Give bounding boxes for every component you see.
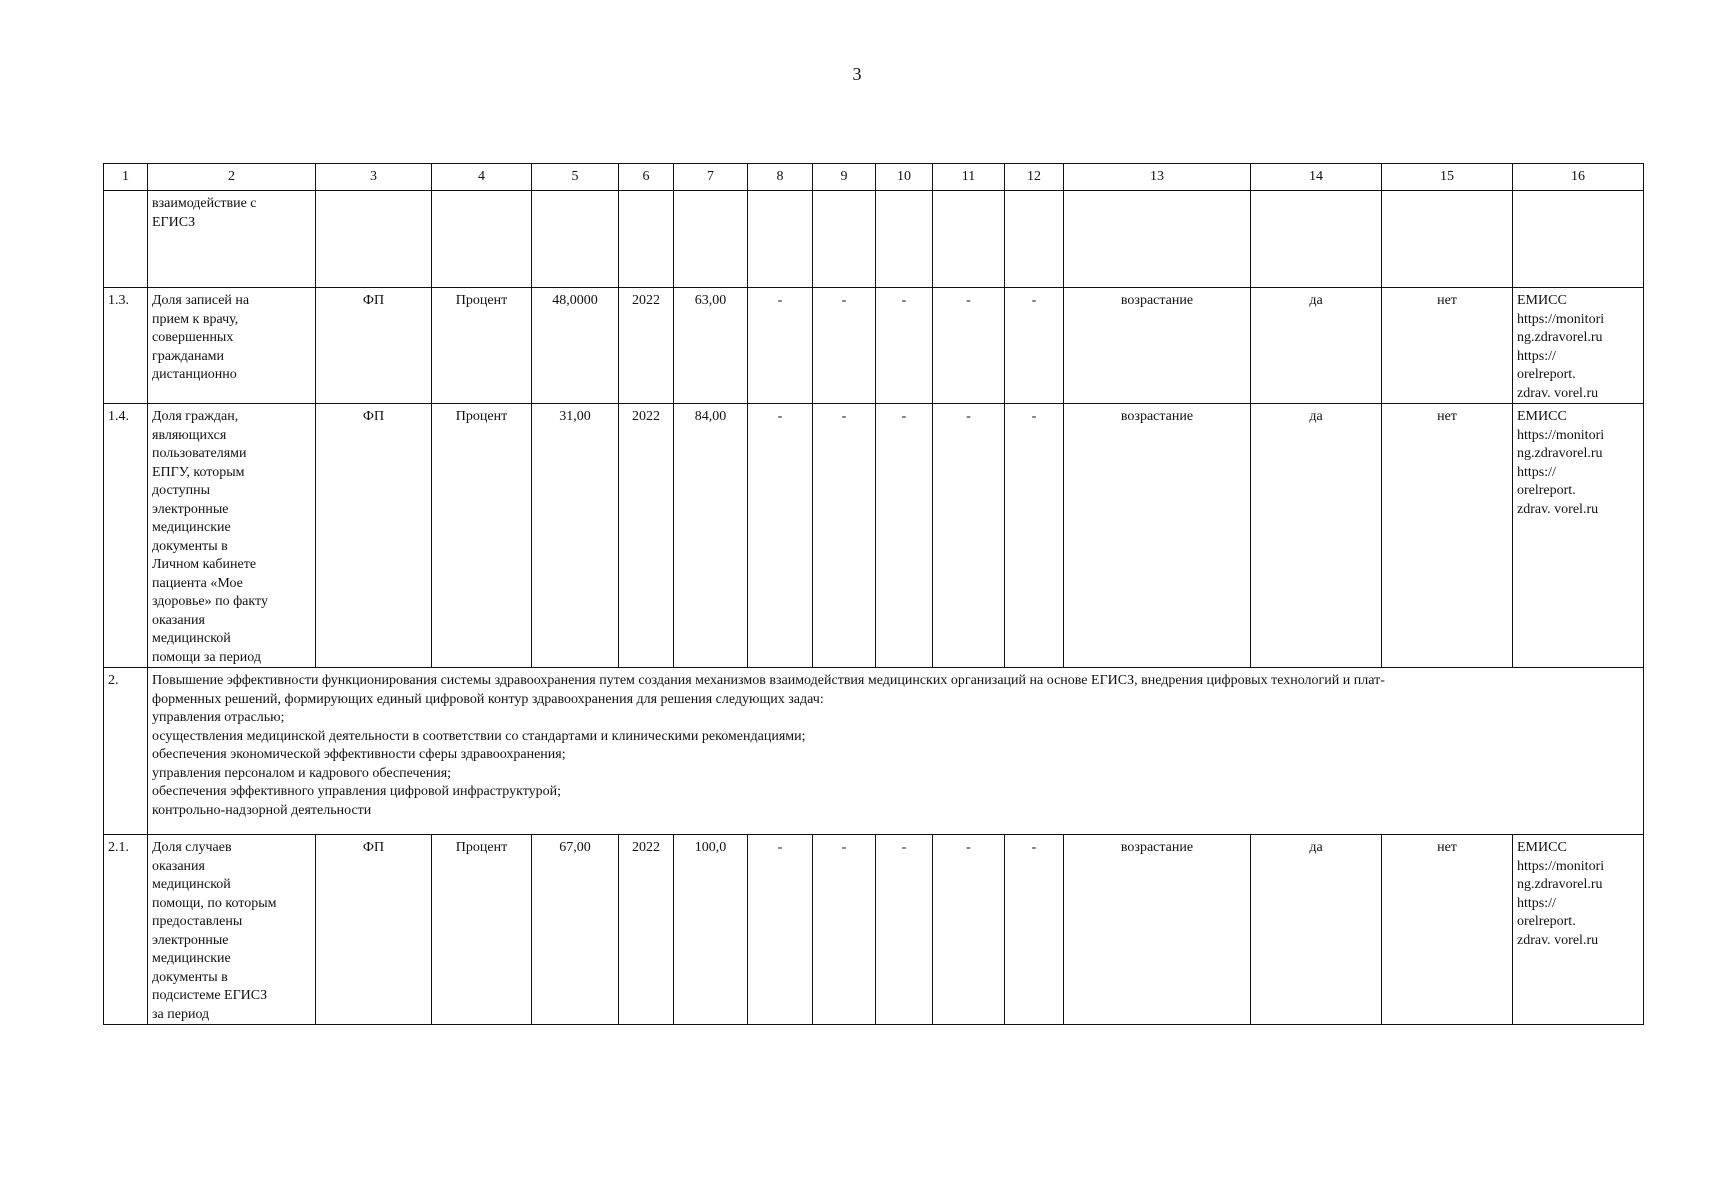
- name-line: являющихся: [152, 427, 227, 443]
- name-line: Доля записей на: [152, 293, 250, 308]
- cell-9: -: [813, 835, 876, 1025]
- cell-empty: [1382, 191, 1513, 288]
- header-cell: 12: [1005, 164, 1064, 191]
- section-line: контрольно-надзорной деятельности: [152, 802, 372, 818]
- cell-base-value: 48,0000: [532, 288, 619, 404]
- cell-name: [148, 288, 316, 404]
- source-line: ng.zdravorel.ru: [1517, 446, 1603, 461]
- name-line: медицинской: [152, 631, 231, 646]
- cell-trend: возрастание: [1064, 835, 1251, 1025]
- header-cell: 6: [619, 164, 674, 191]
- cell-8: -: [748, 404, 813, 668]
- cell-base-value: 67,00: [532, 835, 619, 1025]
- name-line: за период: [152, 1006, 210, 1022]
- name-line: медицинской: [152, 877, 231, 892]
- name-line: гражданами: [152, 348, 225, 364]
- source-line: zdrav. vorel.ru: [1517, 501, 1599, 517]
- source-line: zdrav. vorel.ru: [1517, 932, 1599, 948]
- source-line: https://: [1517, 348, 1556, 364]
- cell-15: нет: [1382, 835, 1513, 1025]
- name-line: доступны: [152, 483, 211, 498]
- header-cell: 11: [933, 164, 1005, 191]
- cell-9: -: [813, 404, 876, 668]
- section-line: осуществления медицинской деятельности в соответствии со стандартами и клиническими рекомендациями;: [152, 728, 806, 744]
- cell-12: -: [1005, 835, 1064, 1025]
- cell-name: [148, 191, 316, 288]
- cell-source: [1513, 404, 1644, 668]
- table-row: [104, 288, 1644, 404]
- source-line: https://monitori: [1517, 311, 1605, 327]
- cell-empty: [674, 191, 748, 288]
- cell-section-text: [148, 668, 1644, 835]
- indicators-table: [103, 163, 1644, 1025]
- cell-empty: [748, 191, 813, 288]
- header-cell: 14: [1251, 164, 1382, 191]
- source-line: orelreport.: [1517, 367, 1576, 382]
- source-line: https://monitori: [1517, 858, 1605, 874]
- cell-section-num: 2.: [104, 668, 148, 835]
- section-line: обеспечения эффективного управления цифровой инфраструктурой;: [152, 784, 562, 799]
- cell-12: -: [1005, 288, 1064, 404]
- header-cell: 9: [813, 164, 876, 191]
- cell-11: -: [933, 835, 1005, 1025]
- cell-target: 63,00: [674, 288, 748, 404]
- header-cell: 4: [432, 164, 532, 191]
- table-row: [104, 835, 1644, 1025]
- cell-11: -: [933, 288, 1005, 404]
- header-cell: 15: [1382, 164, 1513, 191]
- cell-empty: [1005, 191, 1064, 288]
- cell-14: да: [1251, 835, 1382, 1025]
- source-line: ng.zdravorel.ru: [1517, 877, 1603, 892]
- cell-num: 1.3.: [104, 288, 148, 404]
- name-line: Личном кабинете: [152, 557, 257, 572]
- cell-num: 2.1.: [104, 835, 148, 1025]
- source-line: https://: [1517, 895, 1556, 911]
- cell-name: [148, 404, 316, 668]
- cell-target: 100,0: [674, 835, 748, 1025]
- name-line: взаимодействие с: [152, 196, 257, 211]
- cell-base-value: 31,00: [532, 404, 619, 668]
- section-line: обеспечения экономической эффективности сферы здравоохранения;: [152, 747, 566, 762]
- header-cell: 3: [316, 164, 432, 191]
- cell-level: ФП: [316, 288, 432, 404]
- name-line: Доля граждан,: [152, 409, 239, 424]
- cell-14: да: [1251, 288, 1382, 404]
- section-line: управления отраслью;: [152, 710, 285, 725]
- source-line: ЕМИСС: [1517, 293, 1567, 308]
- source-line: orelreport.: [1517, 914, 1576, 929]
- cell-empty: [619, 191, 674, 288]
- cell-unit: Процент: [432, 288, 532, 404]
- cell-trend: возрастание: [1064, 404, 1251, 668]
- name-line: электронные: [152, 932, 229, 948]
- source-line: ЕМИСС: [1517, 840, 1567, 855]
- name-line: оказания: [152, 858, 205, 874]
- source-line: zdrav. vorel.ru: [1517, 385, 1599, 401]
- cell-unit: Процент: [432, 404, 532, 668]
- cell-empty: [876, 191, 933, 288]
- cell-level: ФП: [316, 835, 432, 1025]
- header-cell: 2: [148, 164, 316, 191]
- name-line: дистанционно: [152, 367, 237, 382]
- cell-num: 1.4.: [104, 404, 148, 668]
- cell-empty: [432, 191, 532, 288]
- name-line: оказания: [152, 612, 205, 628]
- source-line: ng.zdravorel.ru: [1517, 330, 1603, 345]
- name-line: помощи, по которым: [152, 895, 277, 911]
- cell-target: 84,00: [674, 404, 748, 668]
- name-line: подсистеме ЕГИСЗ: [152, 988, 268, 1003]
- cell-source: [1513, 288, 1644, 404]
- section-line: форменных решений, формирующих единый цифровой контур здравоохранения для решения следующих задач:: [152, 691, 824, 707]
- header-row: [104, 164, 1644, 191]
- cell-8: -: [748, 288, 813, 404]
- cell-empty: [1251, 191, 1382, 288]
- cell-empty: [316, 191, 432, 288]
- header-cell: 5: [532, 164, 619, 191]
- section-line: управления персоналом и кадрового обеспечения;: [152, 765, 452, 781]
- header-cell: 13: [1064, 164, 1251, 191]
- cell-base-year: 2022: [619, 404, 674, 668]
- cell-level: ФП: [316, 404, 432, 668]
- cell-source: [1513, 835, 1644, 1025]
- cell-empty: [1064, 191, 1251, 288]
- cell-10: -: [876, 835, 933, 1025]
- cell-15: нет: [1382, 288, 1513, 404]
- name-line: прием к врачу,: [152, 311, 239, 327]
- cell-base-year: 2022: [619, 288, 674, 404]
- name-line: документы в: [152, 538, 228, 554]
- cell-11: -: [933, 404, 1005, 668]
- cell-base-year: 2022: [619, 835, 674, 1025]
- cell-num: [104, 191, 148, 288]
- name-line: электронные: [152, 501, 229, 517]
- source-line: orelreport.: [1517, 483, 1576, 498]
- cell-12: -: [1005, 404, 1064, 668]
- source-line: https://: [1517, 464, 1556, 480]
- table-row-continuation: [104, 191, 1644, 288]
- cell-8: -: [748, 835, 813, 1025]
- name-line: документы в: [152, 969, 228, 985]
- name-line: помощи за период: [152, 649, 262, 665]
- cell-trend: возрастание: [1064, 288, 1251, 404]
- header-cell: 7: [674, 164, 748, 191]
- name-line: здоровье» по факту: [152, 594, 268, 609]
- section-line: Повышение эффективности функционирования системы здравоохранения путем создания механизмов взаимодействия медицинских организаций на основе ЕГИСЗ, внедрения цифровых технологий и плат-: [152, 673, 1385, 688]
- header-cell: 1: [104, 164, 148, 191]
- name-line: ЕГИСЗ: [152, 214, 196, 230]
- name-line: медицинские: [152, 520, 231, 535]
- source-line: https://monitori: [1517, 427, 1605, 443]
- name-line: совершенных: [152, 330, 234, 345]
- name-line: ЕПГУ, которым: [152, 464, 245, 480]
- source-line: ЕМИСС: [1517, 409, 1567, 424]
- name-line: пользователями: [152, 446, 247, 461]
- cell-empty: [813, 191, 876, 288]
- cell-14: да: [1251, 404, 1382, 668]
- cell-empty: [1513, 191, 1644, 288]
- table-row: [104, 404, 1644, 668]
- cell-10: -: [876, 288, 933, 404]
- header-cell: 8: [748, 164, 813, 191]
- cell-10: -: [876, 404, 933, 668]
- cell-unit: Процент: [432, 835, 532, 1025]
- name-line: предоставлены: [152, 914, 243, 929]
- header-cell: 10: [876, 164, 933, 191]
- cell-empty: [933, 191, 1005, 288]
- table-row-section: [104, 668, 1644, 835]
- cell-9: -: [813, 288, 876, 404]
- cell-15: нет: [1382, 404, 1513, 668]
- name-line: Доля случаев: [152, 840, 232, 855]
- name-line: медицинские: [152, 951, 231, 966]
- page-number: 3: [852, 64, 862, 84]
- cell-empty: [532, 191, 619, 288]
- header-cell: 16: [1513, 164, 1644, 191]
- cell-name: [148, 835, 316, 1025]
- name-line: пациента «Мое: [152, 575, 243, 591]
